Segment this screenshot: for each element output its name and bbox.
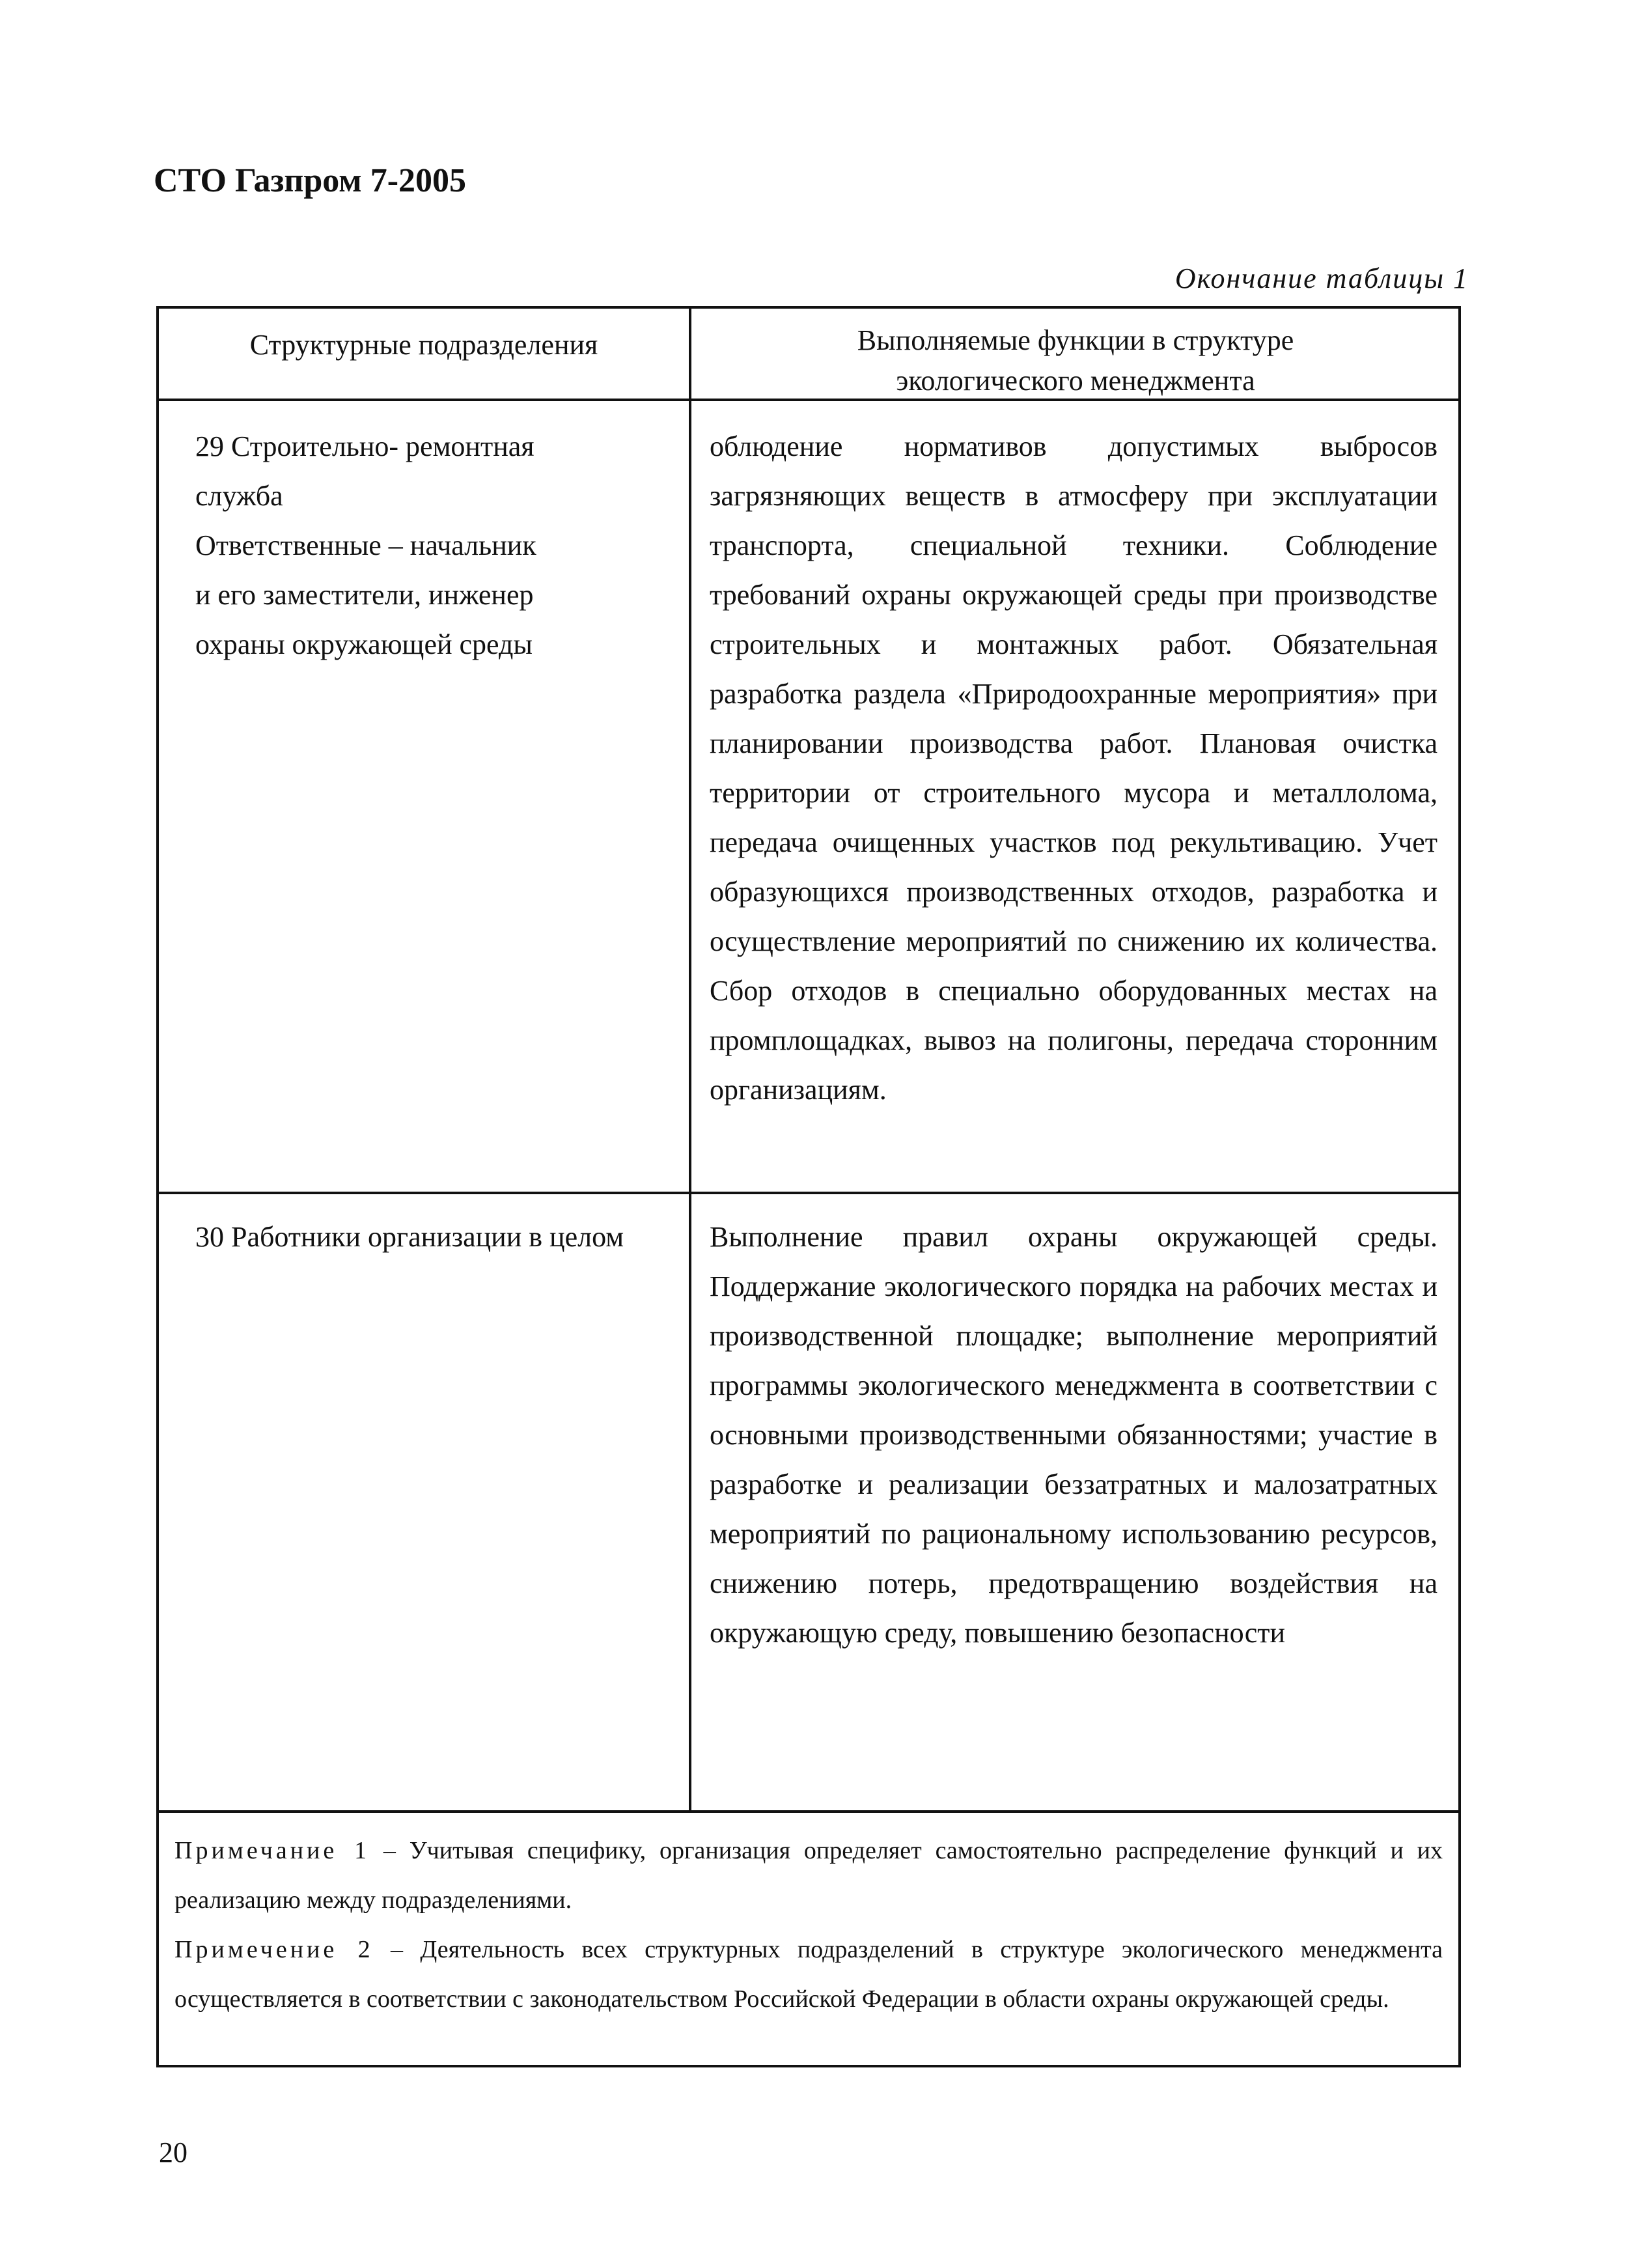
unit-line: 29 Строительно- ремонтная [195,430,535,462]
note-1 [174,1826,1443,1925]
unit-line: Ответственные – начальник [195,529,536,561]
table-continuation-caption: Окончание таблицы 1 [1174,262,1469,294]
row-29-functions: облюдение нормативов допустимых выбросов загрязняющих веществ в атмосферу при эксплуатации транспорта, специальной техники. Соблюдение требований охраны окружающей среды при производстве строительных и монтажных работ. Обязательная разработка раздела «Природоохранные мероприятия» при планировании производства работ. Плановая очистка территории от строительного мусора и металлолома, передача очищенных участков под рекультивацию. Учет образующихся производственных отходов, разработка и осуществление мероприятий по снижению их количества. Сбор отходов в специально оборудованных местах на промплощадках, вывоз на полигоны, передача сторонним организациям. [710,430,1438,1106]
table-notes [174,1826,1443,2024]
note-2 [174,1925,1443,2024]
page-number: 20 [159,2136,188,2168]
unit-line: и его заместители, инженер [195,579,534,611]
row-divider [159,1192,1458,1194]
document-code: СТО Газпром 7-2005 [154,162,467,199]
column-divider [689,309,691,1813]
unit-line: 30 Работники организации в целом [195,1221,624,1253]
column-header-units: Структурные подразделения [249,329,598,361]
row-29-unit [195,422,677,669]
notes-divider [159,1810,1458,1813]
unit-line: служба [195,480,283,512]
note-label: Примечание 1 [174,1837,370,1864]
row-30-unit [195,1212,690,1262]
note-text: – Учитывая специфику, организация определяет самостоятельно распределение функций и их реализацию между подразделениями. [174,1837,1443,1914]
column-header-functions: Выполняемые функции в структуре экологического менеджмента [857,324,1294,397]
functions-table [156,306,1461,2067]
unit-line: охраны окружающей среды [195,628,533,660]
note-label: Примечение 2 [174,1936,374,1963]
row-30-functions: Выполнение правил охраны окружающей среды. Поддержание экологического порядка на рабочих местах и производственной площадке; выполнение мероприятий программы экологического менеджмента в соответствии с основными производственными обязанностями; участие в разработке и реализации беззатратных и малозатратных мероприятий по рациональному использованию ресурсов, снижению потерь, предотвращению воздействия на окружающую среду, повышению безопасности [710,1221,1438,1649]
note-text: – Деятельность всех структурных подразделений в структуре экологического менеджмента осуществляется в соответствии с законодательством Российской Федерации в области охраны окружающей среды. [174,1936,1443,2013]
